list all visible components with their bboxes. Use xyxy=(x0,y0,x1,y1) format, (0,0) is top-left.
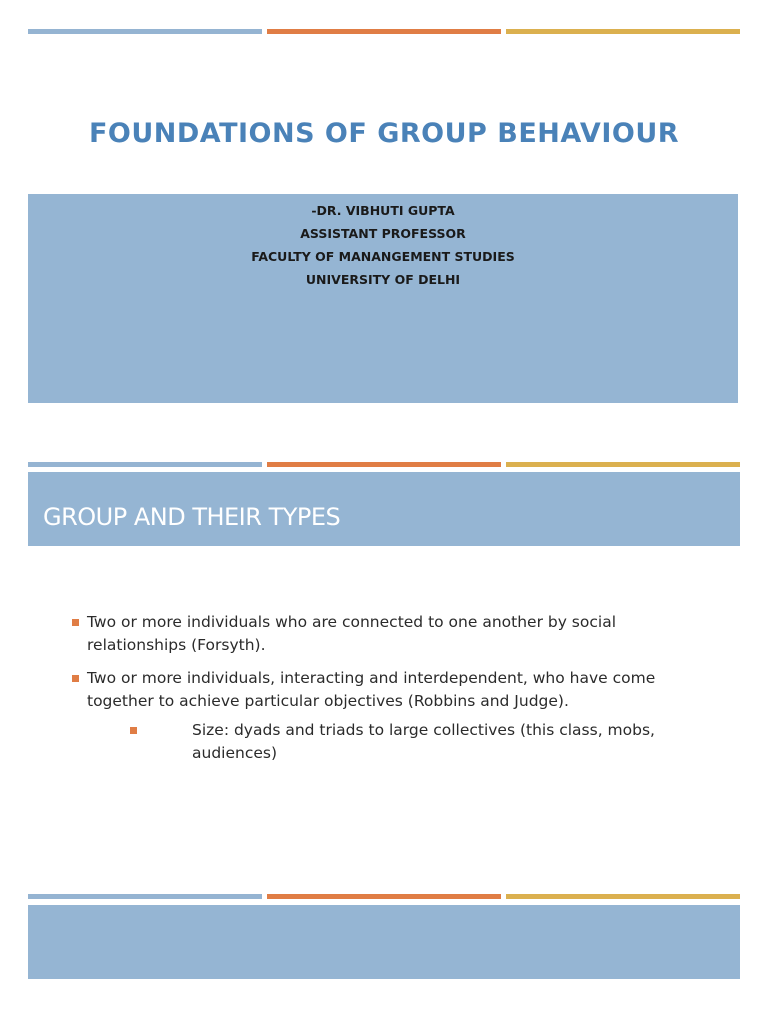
stripe-blue xyxy=(28,462,262,467)
stripe-gold xyxy=(506,462,740,467)
author-faculty: FACULTY OF MANANGEMENT STUDIES xyxy=(251,249,515,264)
author-position: ASSISTANT PROFESSOR xyxy=(300,226,466,241)
slide2-title-bar xyxy=(28,472,740,546)
bullet-item xyxy=(87,611,687,657)
stripe-blue xyxy=(28,894,262,899)
stripe-orange xyxy=(267,29,501,34)
author-university: UNIVERSITY OF DELHI xyxy=(305,272,461,287)
stripe-blue xyxy=(28,29,262,34)
sub-bullet-text: Size: dyads and triads to large collectives (this class, mobs, audiences) xyxy=(192,721,655,762)
stripe-orange xyxy=(267,894,501,899)
slide3-accent-stripes xyxy=(28,894,740,899)
author-info-box xyxy=(28,194,738,403)
sub-bullet-item xyxy=(192,719,692,765)
stripe-orange xyxy=(267,462,501,467)
slide2-accent-stripes xyxy=(28,462,740,467)
slide3-title-bar xyxy=(28,905,740,979)
top-accent-stripes xyxy=(28,29,740,34)
slide2-title: GROUP AND THEIR TYPES xyxy=(43,503,341,531)
bullet-text: Two or more individuals, interacting and interdependent, who have come together to achieve particular objectives (Robbins and Judge). xyxy=(87,669,656,710)
bullet-text: Two or more individuals who are connected to one another by social relationships (Forsyth). xyxy=(87,613,616,654)
bullet-marker-icon xyxy=(72,619,79,626)
bullet-marker-icon xyxy=(130,727,137,734)
stripe-gold xyxy=(506,894,740,899)
slide-title: FOUNDATIONS OF GROUP BEHAVIOUR xyxy=(88,118,680,149)
author-name: -DR. VIBHUTI GUPTA xyxy=(311,203,455,218)
bullet-item xyxy=(87,667,687,713)
stripe-gold xyxy=(506,29,740,34)
bullet-marker-icon xyxy=(72,675,79,682)
